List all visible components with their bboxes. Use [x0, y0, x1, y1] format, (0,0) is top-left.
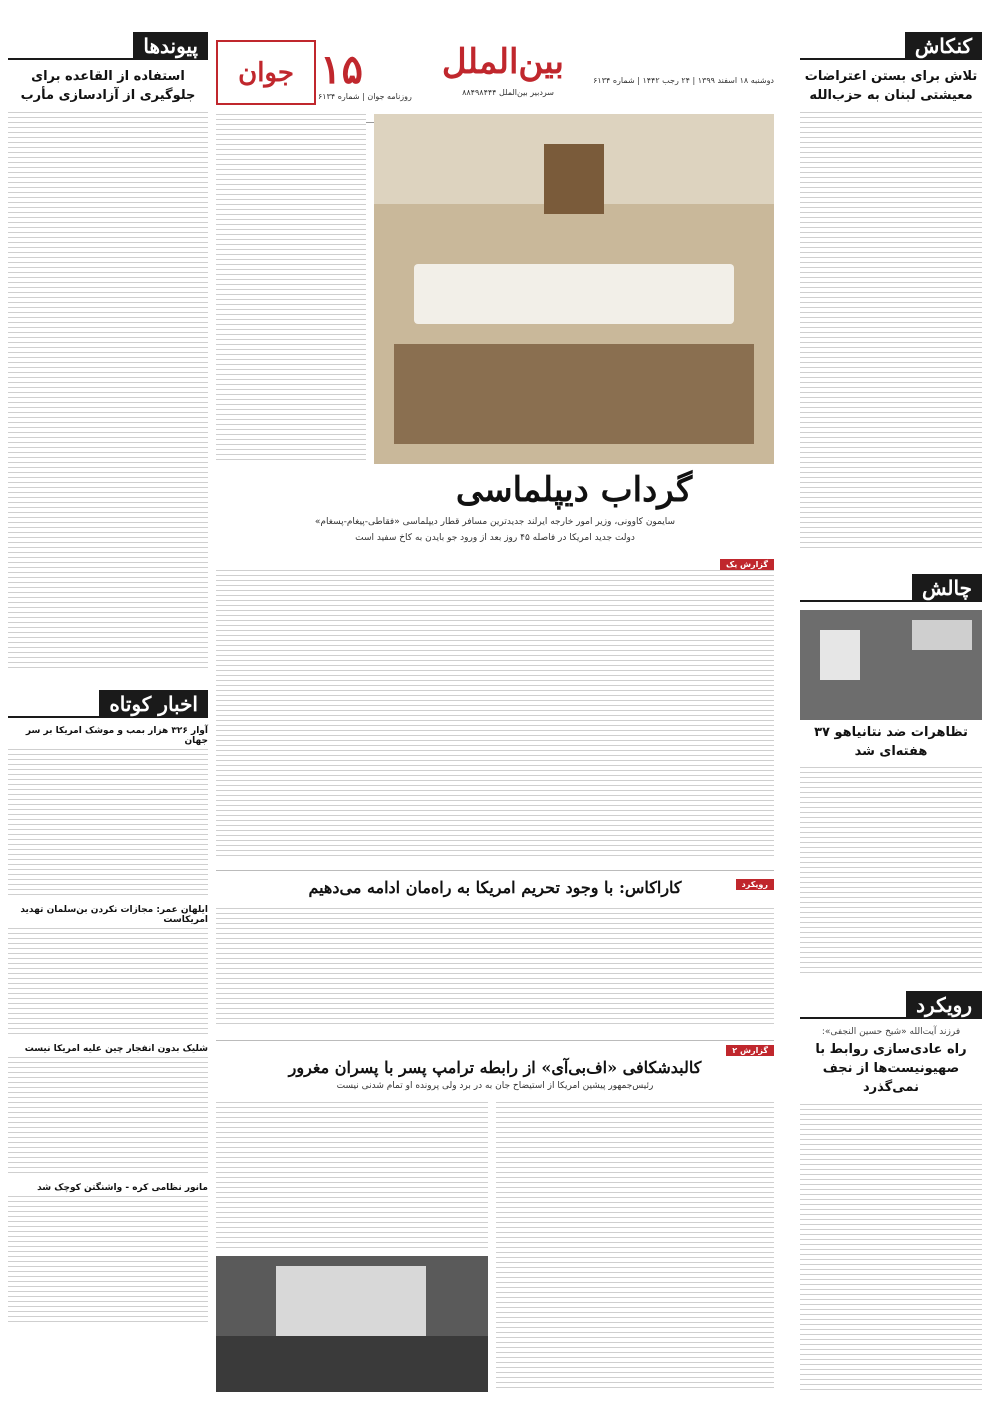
divider — [216, 870, 774, 871]
protest-photo — [800, 610, 982, 720]
section-tag: پیوندها — [8, 30, 208, 60]
article-body — [216, 1102, 488, 1252]
main-subhead-2: دولت جدید امریکا در فاصله ۴۵ روز بعد از ورود جو بایدن به کاخ سفید است — [355, 533, 635, 543]
report-tag: گزارش ۲ — [726, 1038, 774, 1057]
main-subhead-1: سایمون کاوونی، وزیر امور خارجه ایرلند جدیدترین مسافر قطار دیپلماسی «فقاطی-پیغام-پسغام» — [314, 517, 676, 527]
divider — [216, 1040, 774, 1041]
subhead-3: رئیس‌جمهور پیشین امریکا از استیضاح جان به در برد ولی پرونده او تمام شدنی نیست — [336, 1081, 654, 1091]
logo-text: جوان — [238, 57, 294, 88]
article-body — [216, 570, 774, 860]
painting — [544, 144, 604, 214]
headline-3: کالبدشکافی «اف‌بی‌آی» از رابطه ترامپ پسر با پسران مغرور — [288, 1058, 702, 1077]
protest-banner — [912, 620, 972, 650]
section-tag: چالش — [800, 572, 982, 602]
article-body — [8, 928, 208, 1038]
editor-line: سردبیر بین‌الملل ۸۸۴۹۸۴۴۴ — [462, 88, 554, 97]
article-body — [8, 749, 208, 899]
section-tag: کنکاش — [800, 30, 982, 60]
main-headline: گرداب دیپلماسی — [455, 470, 693, 510]
kicker: فرزند آیت‌الله «شیخ حسین النجفی»: — [821, 1027, 961, 1038]
article-body — [8, 1057, 208, 1177]
right-headline: تلاش برای بستن اعتراضات معیشتی لبنان به حزب‌الله — [804, 69, 978, 103]
crowd — [216, 1336, 488, 1392]
meeting-photo — [374, 114, 774, 464]
section-tag: رویکرد — [800, 989, 982, 1019]
date-line: دوشنبه ۱۸ اسفند ۱۳۹۹ | ۲۴ رجب ۱۴۴۲ | شماره ۶۱۳۴ — [593, 76, 774, 85]
brief-item-title: ایلهان عمر: مجازات نکردن بن‌سلمان تهدید امریکاست — [20, 904, 208, 925]
capitol-riot-photo — [216, 1256, 488, 1392]
page-number: ۱۵ — [320, 46, 363, 93]
article-body — [800, 112, 982, 552]
brief-item-title: آوار ۳۲۶ هزار بمب و موشک امریکا بر سر جهان — [25, 725, 208, 746]
report-tag: رویکرد — [736, 872, 774, 891]
article-body — [216, 114, 366, 464]
main-area — [216, 30, 774, 1394]
brief-item-title: مانور نظامی کره - واشنگتن کوچک شد — [37, 1182, 208, 1193]
section-tag: اخبار کوتاه — [8, 688, 208, 718]
section-title: بین‌الملل — [441, 42, 564, 82]
article-body — [800, 1104, 982, 1394]
right-headline-3: راه عادی‌سازی روابط با صهیونیست‌ها از نجف نمی‌گذرد — [815, 1042, 967, 1096]
conference-table — [414, 264, 734, 324]
article-body — [800, 767, 982, 977]
left-headline: استفاده از القاعده برای جلوگیری از آزادسازی مأرب — [20, 69, 196, 103]
right-headline-2: تظاهرات ضد نتانیاهو ۳۷ هفته‌ای شد — [814, 724, 968, 759]
headline-2: کاراکاس: با وجود تحریم امریکا به راه‌مان ادامه می‌دهیم — [308, 878, 682, 897]
carpet — [394, 344, 754, 444]
article-body — [8, 112, 208, 672]
right-column — [800, 30, 982, 1394]
brief-item-title: شلیک بدون انفجار چین علیه امریکا نیست — [24, 1043, 208, 1054]
protest-sign — [820, 630, 860, 680]
building — [276, 1266, 426, 1336]
article-body — [496, 1102, 774, 1392]
left-column — [8, 30, 208, 1394]
issue-info: روزنامه جوان | شماره ۶۱۳۴ — [318, 92, 412, 101]
article-body — [8, 1196, 208, 1326]
report-tag: گزارش یک — [720, 552, 774, 571]
article-body — [216, 908, 774, 1028]
